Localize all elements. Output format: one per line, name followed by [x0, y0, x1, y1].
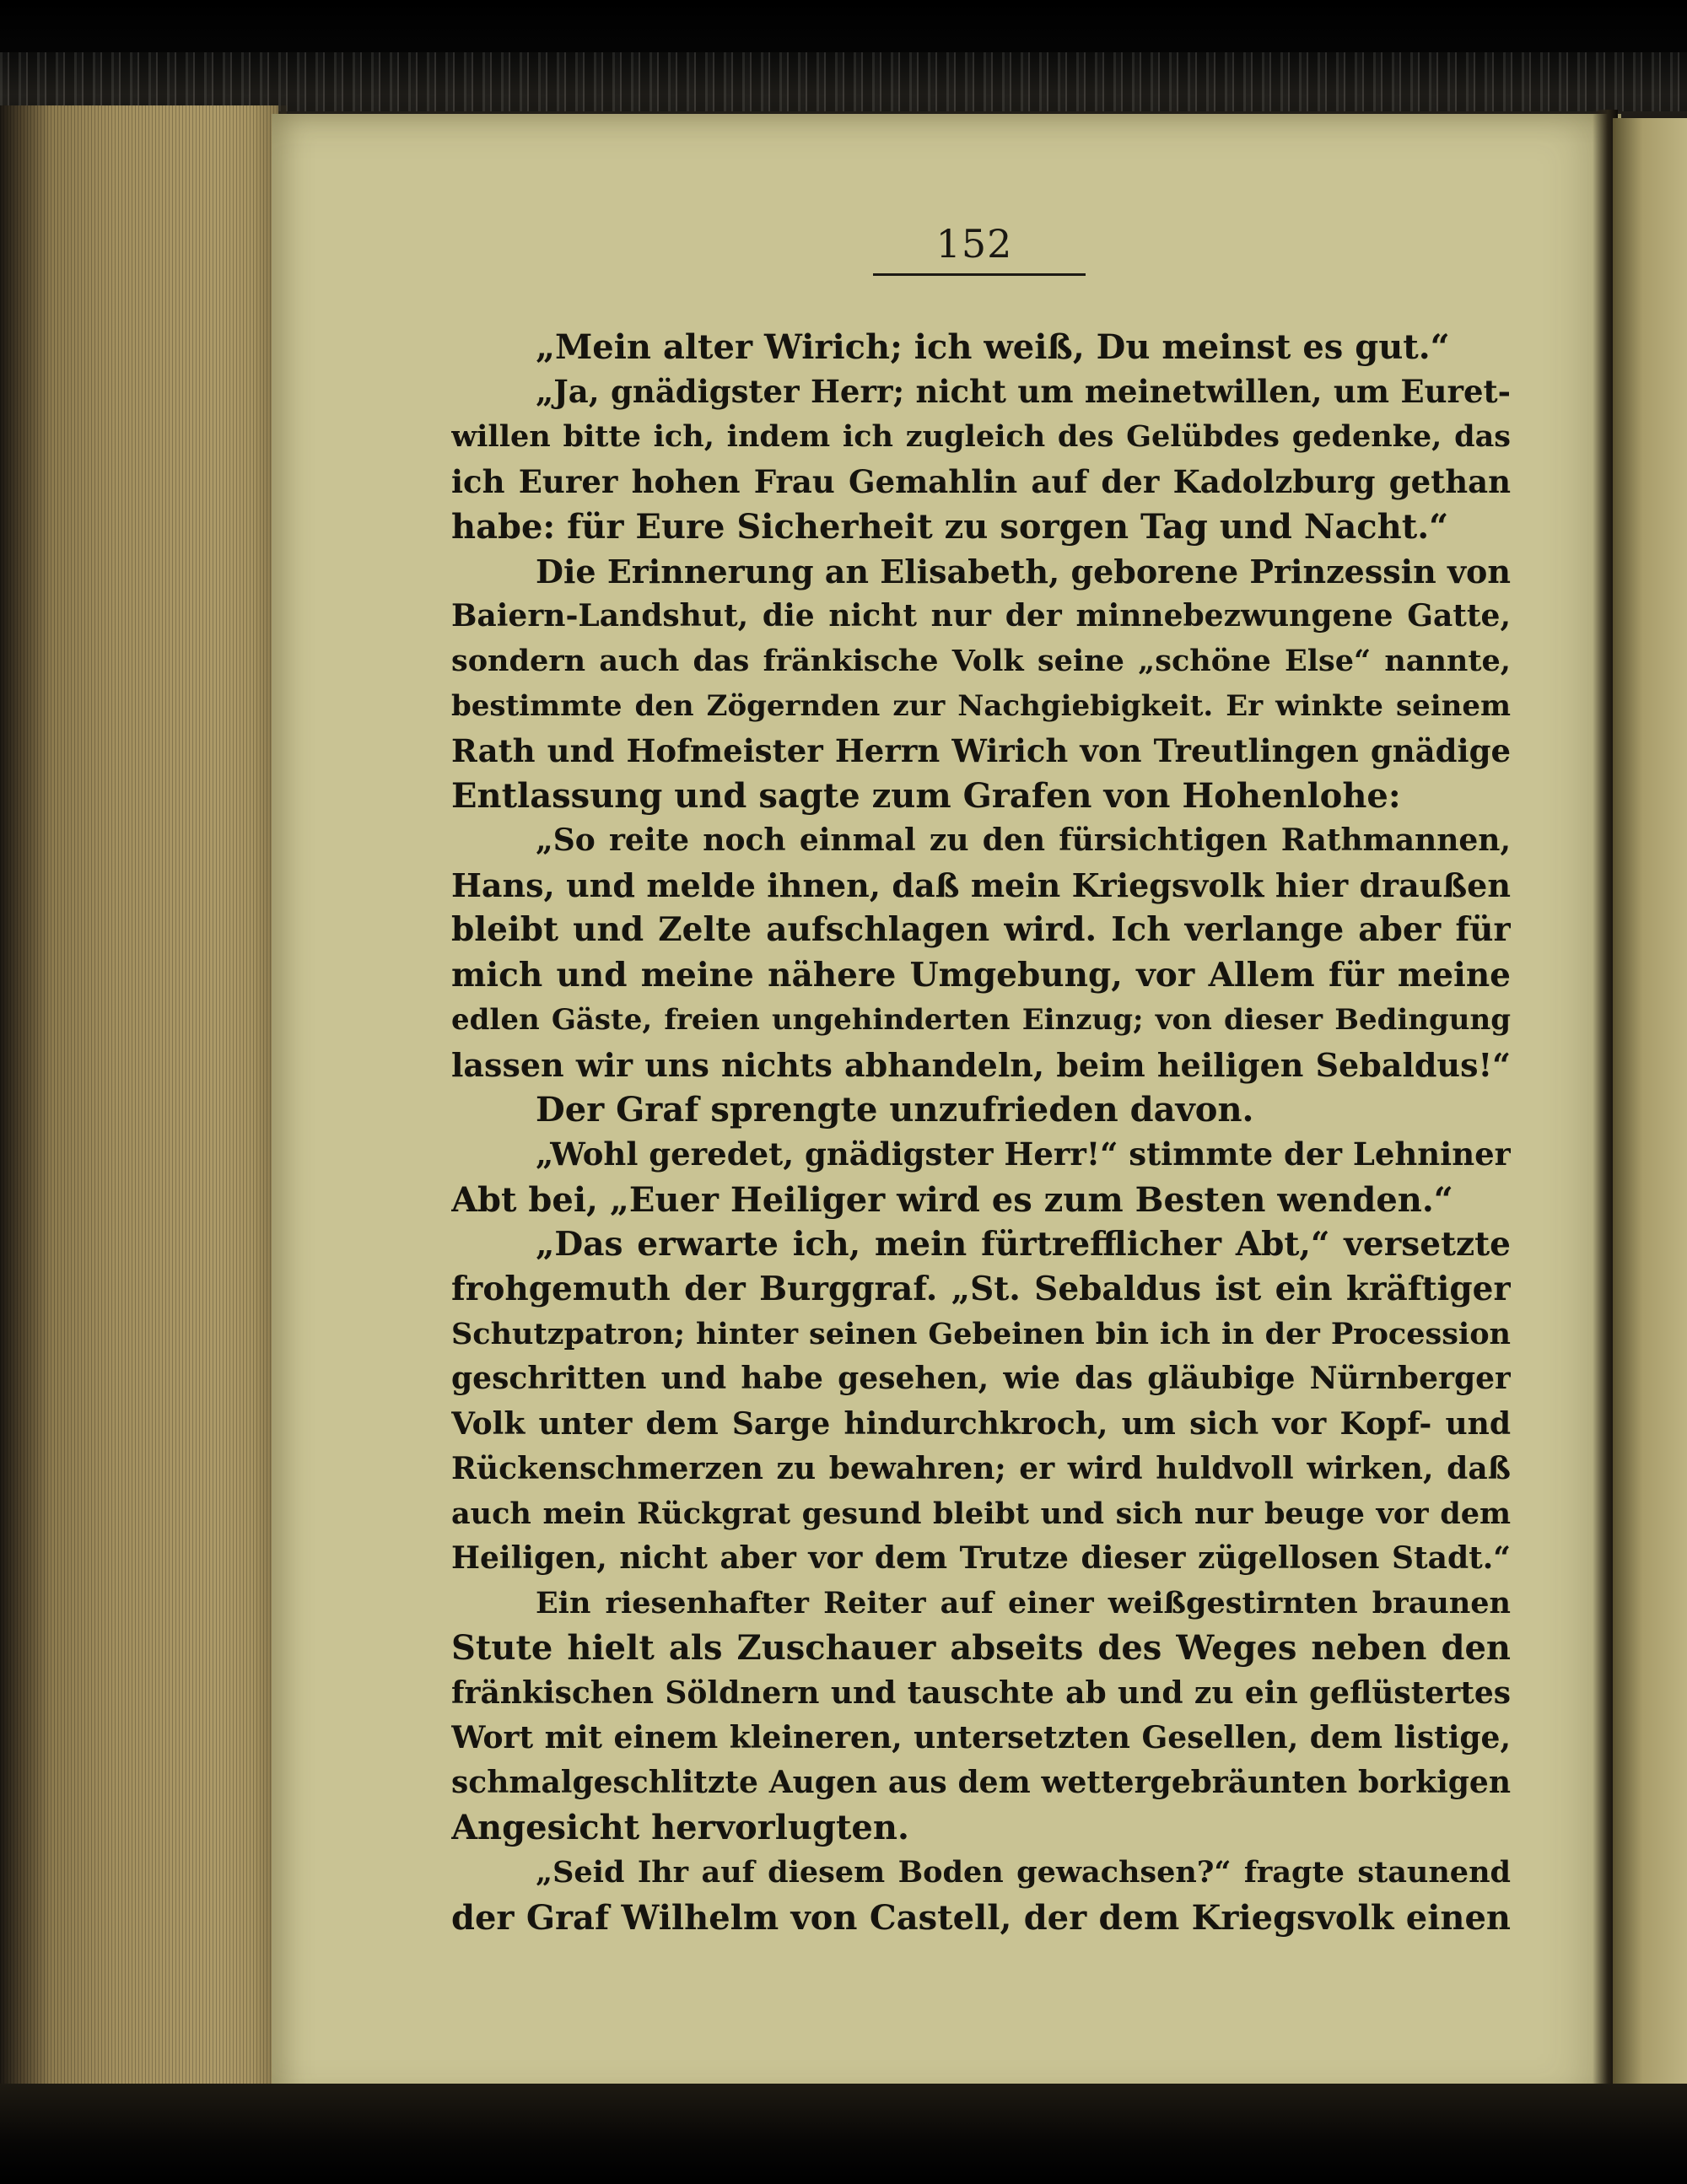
page-number-rule [873, 273, 1086, 276]
text-line: Der Graf sprengte unzufrieden davon. [536, 1090, 1254, 1130]
text-line: Volk unter dem Sarge hindurchkroch, um sich vor Kopf- und [451, 1405, 1511, 1442]
text-line: „So reite noch einmal zu den fürsichtigen Rathmannen, [536, 822, 1511, 859]
text-line: ich Eurer hohen Frau Gemahlin auf der Kadolzburg gethan [451, 462, 1511, 500]
text-line: Wort mit einem kleineren, untersetzten Gesellen, dem listige, [451, 1719, 1511, 1755]
text-line: Abt bei, „Euer Heiliger wird es zum Besten wenden.“ [451, 1179, 1453, 1220]
text-line: Heiligen, nicht aber vor dem Trutze dieser zügellosen Stadt.“ [451, 1540, 1511, 1577]
text-line: edlen Gäste, freien ungehinderten Einzug; von dieser Bedingung [451, 1002, 1511, 1037]
text-line: „Mein alter Wirich; ich weiß, Du meinst es gut.“ [536, 327, 1450, 367]
page-body-text [451, 325, 1511, 1940]
book-spine-texture [0, 52, 1687, 111]
text-line: Stute hielt als Zuschauer abseits des Weges neben den [451, 1628, 1511, 1669]
text-line: Rath und Hofmeister Herrn Wirich von Treutlingen gnädige [451, 731, 1511, 769]
text-line: frohgemuth der Burggraf. „St. Sebaldus ist ein kräftiger [451, 1269, 1511, 1308]
facing-page-edge [1613, 118, 1687, 2100]
page-stack-edges [0, 105, 278, 2088]
text-line: auch mein Rückgrat gesund bleibt und sich nur beuge vor dem [451, 1496, 1511, 1531]
text-line: „Seid Ihr auf diesem Boden gewachsen?“ fragte staunend [536, 1855, 1511, 1890]
text-line: Hans, und melde ihnen, daß mein Kriegsvolk hier draußen [451, 866, 1511, 905]
text-line: Schutzpatron; hinter seinen Gebeinen bin ich in der Procession [451, 1317, 1511, 1352]
text-line: „Wohl geredet, gnädigster Herr!“ stimmte der Lehniner [536, 1135, 1511, 1173]
text-line: lassen wir uns nichts abhandeln, beim heiligen Sebaldus!“ [451, 1046, 1511, 1084]
text-line: mich und meine nähere Umgebung, vor Allem für meine [451, 955, 1511, 995]
text-line: schmalgeschlitzte Augen aus dem wettergebräunten borkigen [451, 1765, 1511, 1800]
text-line: habe: für Eure Sicherheit zu sorgen Tag und Nacht.“ [451, 506, 1449, 547]
text-line: bleibt und Zelte aufschlagen wird. Ich verlange aber für [451, 910, 1511, 950]
photo-bottom-edge [0, 2084, 1687, 2184]
text-line: Baiern-Landshut, die nicht nur der minnebezwungene Gatte, [451, 598, 1511, 634]
page-number: 152 [935, 221, 1013, 267]
text-line: bestimmte den Zögernden zur Nachgiebigkeit. Er winkte seinem [451, 688, 1511, 723]
text-line: fränkischen Söldnern und tauschte ab und zu ein geflüstertes [451, 1674, 1511, 1711]
text-line: sondern auch das fränkische Volk seine „schöne Else“ nannte, [451, 644, 1511, 679]
text-line: „Das erwarte ich, mein fürtrefflicher Abt,“ versetzte [536, 1224, 1511, 1264]
text-line: der Graf Wilhelm von Castell, der dem Kriegsvolk einen [451, 1897, 1511, 1938]
text-line: Entlassung und sagte zum Grafen von Hohenlohe: [451, 775, 1401, 816]
text-line: Angesicht hervorlugten. [451, 1808, 909, 1848]
text-line: Die Erinnerung an Elisabeth, geborene Prinzessin von [536, 552, 1511, 590]
text-line: Ein riesenhafter Reiter auf einer weißgestirnten braunen [536, 1586, 1511, 1621]
text-line: willen bitte ich, indem ich zugleich des Gelübdes gedenke, das [451, 419, 1511, 455]
text-line: geschritten und habe gesehen, wie das gläubige Nürnberger [451, 1361, 1511, 1397]
text-line: „Ja, gnädigster Herr; nicht um meinetwillen, um Euret- [536, 373, 1511, 411]
text-line: Rückenschmerzen zu bewahren; er wird huldvoll wirken, daß [451, 1450, 1511, 1486]
